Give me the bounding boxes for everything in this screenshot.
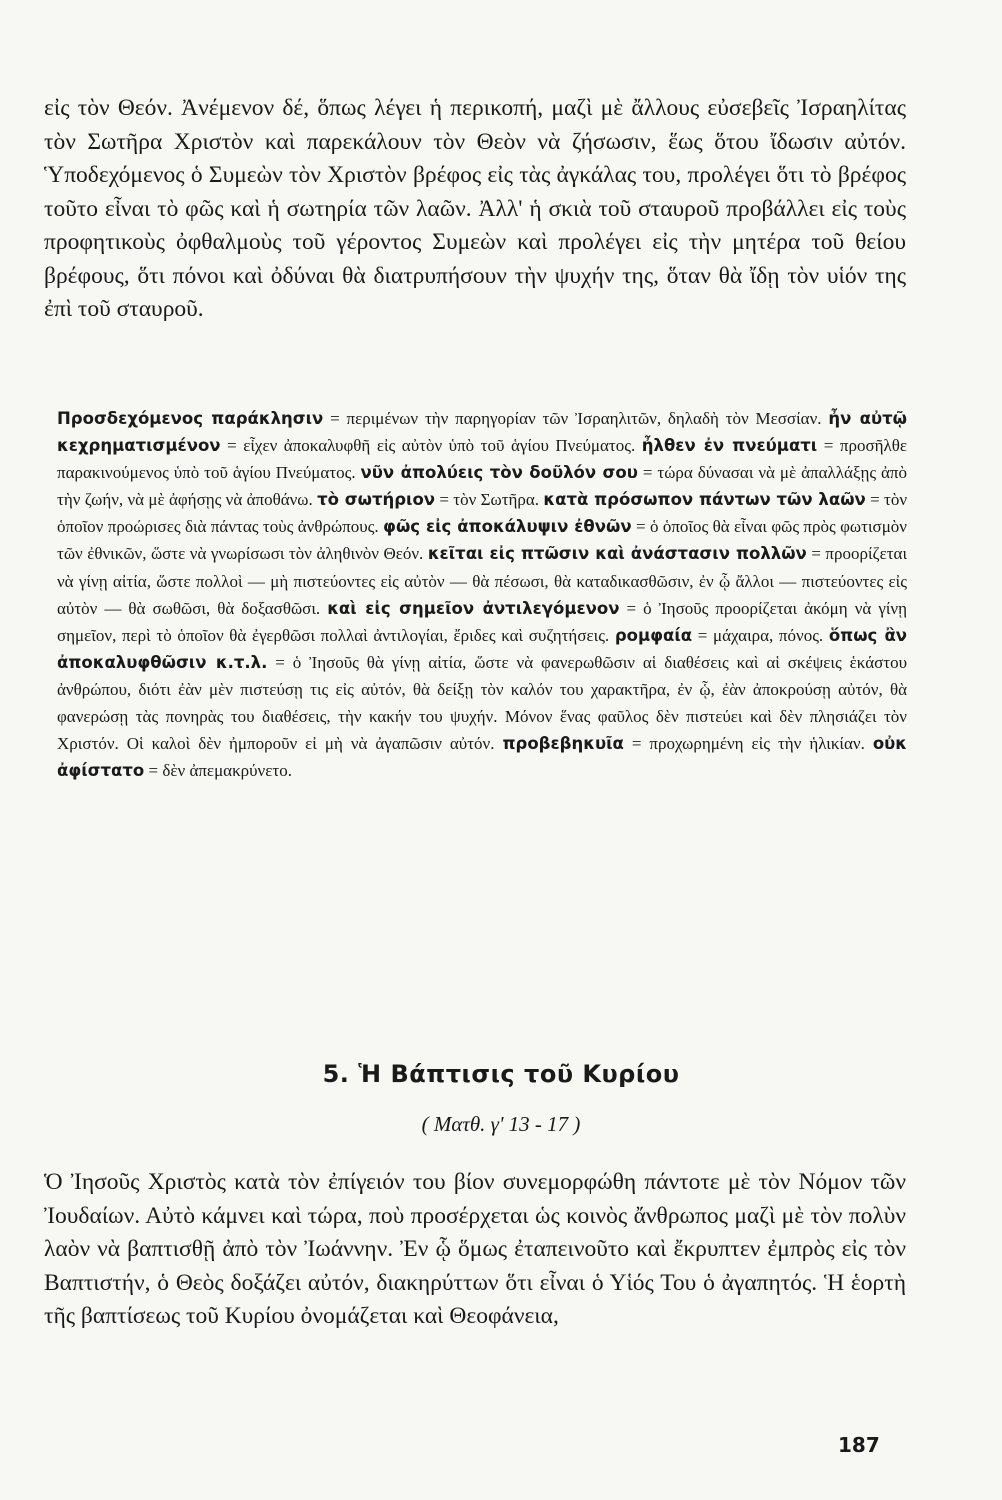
glossary-definition: = προχωρημένη εἰς τὴν ἡλικίαν. [631,734,865,754]
glossary-term: φῶς εἰς ἀποκάλυψιν ἐθνῶν [383,517,632,537]
glossary-term: ἦλθεν ἐν πνεύματι [641,436,818,456]
glossary-term: κεῖται εἰς πτῶσιν καὶ ἀνάστασιν πολλῶν [427,544,807,564]
glossary-term: καὶ εἰς σημεῖον ἀντιλεγόμενον [327,598,620,618]
glossary-definition: = ὁ ὁποῖος θὰ εἶναι φῶς πρὸς φωτισμὸν τῶν ἐθνικῶν, ὥστε νὰ γνωρίσωσι τὸν ἀληθινὸν Θεόν. [57,517,907,564]
glossary-entry [57,409,822,428]
section-heading: 5. Ἡ Βάπτισις τοῦ Κυρίου [322,1060,680,1088]
glossary-entry [502,734,864,753]
glossary-term: ρομφαία [614,625,693,645]
scripture-reference: ( Ματθ. γ' 13 - 17 ) [421,1112,581,1136]
glossary-definition: = προσῆλθε παρακινούμενος ὑπὸ τοῦ ἁγίου Πνεύματος. [57,436,908,483]
glossary-term: οὐκ ἀφίστατο [57,734,908,781]
glossary-entry [615,626,823,645]
baptism-paragraph: Ὁ Ἰησοῦς Χριστὸς κατὰ τὸν ἐπίγειόν του βίον συνεμορφώθη πάντοτε μὲ τὸν Νόμον τῶν Ἰουδαίων. Αὐτὸ κάμνει καὶ τώρα, ποὺ προσέρχεται ὡς κοινὸς ἄνθρωπος μαζὶ μὲ τὸν πολὺν λαὸν νὰ βαπτισθῇ ἀπὸ τὸν Ἰωάννην. Ἐν ᾧ ὅμως ἐταπεινοῦτο καὶ ἔκρυπτεν ἐμπρὸς εἰς τὸν Βαπτιστήν, ὁ Θεὸς δοξάζει αὐτόν, διακηρύττων ὅτι εἶναι ὁ Υἱός Του ὁ ἀγαπητός. Ἡ ἑορτὴ τῆς βαπτίσεως τοῦ Κυρίου ὀνομάζεται καὶ Θεοφάνεια, [44,1169,906,1329]
glossary-definition: = προορίζεται νὰ γίνῃ αἰτία, ὥστε πολλοὶ — μὴ πιστεύοντες εἰς αὐτὸν — θὰ πέσωσι, θὰ καταδικασθῶσιν, ἐν ᾧ ἄλλοι — πιστεύοντες εἰς αὐτὸν — θὰ σωθῶσι, θὰ δοξασθῶσι. [57,544,908,618]
glossary-definition: = ὁ Ἰησοῦς προορίζεται ἀκόμη νὰ γίνῃ σημεῖον, περὶ τὸ ὁποῖον θὰ ἐγερθῶσι πολλαὶ ἀντιλογίαι, ἔριδες καὶ συζητήσεις. [57,598,908,645]
glossary-notes [57,405,907,784]
glossary-definition: = τὸν ὁποῖον προώρισες διὰ πάντας τοὺς ἀνθρώπους. [57,490,908,537]
glossary-term: νῦν ἀπολύεις τὸν δοῦλόν σου [360,463,638,483]
glossary-term: ἦν αὐτῷ κεχρηματισμένον [57,409,907,456]
glossary-term: ὅπως ἂν ἀποκαλυφθῶσιν κ.τ.λ. [57,625,908,672]
glossary-definition: = ὁ Ἰησοῦς θὰ γίνῃ αἰτία, ὥστε νὰ φανερωθῶσιν αἱ διαθέσεις καὶ αἱ σκέψεις ἑκάστου ἀνθρώπου, διότι ἐὰν μὲν πιστεύσῃ τις εἰς αὐτόν, θὰ δείξῃ τὸν καλόν του χαρακτῆρα, ἐν ᾧ, ἐὰν ἀποκρούσῃ αὐτόν, θὰ φανερώσῃ τὰς πονηρὰς του διαθέσεις, τὴν κακήν του ψυχήν. Μόνον ἕνας φαῦλος δὲν πιστεύει καὶ δὲν πλησιάζει τὸν Χριστόν. Οἱ καλοὶ δὲν ἠμποροῦν εἰ μὴ νὰ ἀγαπῶσιν αὐτόν. [57,652,908,754]
glossary-definition: = περιμένων τὴν παρηγορίαν τῶν Ἰσραηλιτῶν, δηλαδὴ τὸν Μεσσίαν. [330,409,822,428]
intro-paragraph: εἰς τὸν Θεόν. Ἀνέμενον δέ, ὅπως λέγει ἡ περικοπή, μαζὶ μὲ ἄλλους εὐσεβεῖς Ἰσραηλίτας τὸν Σωτῆρα Χριστὸν καὶ παρεκάλουν τὸν Θεὸν νὰ ζήσωσιν, ἕως ὅτου ἴδωσιν αὐτόν. Ὑποδεχόμενος ὁ Συμεὼν τὸν Χριστὸν βρέφος εἰς τὰς ἀγκάλας του, προλέγει ὅτι τὸ βρέφος τοῦτο εἶναι τὸ φῶς καὶ ἡ σωτηρία τῶν λαῶν. Ἀλλ' ἡ σκιὰ τοῦ σταυροῦ προβάλλει εἰς τοὺς προφητικοὺς ὀφθαλμοὺς τοῦ γέροντος Συμεὼν καὶ προλέγει εἰς τὴν μητέρα τοῦ θείου βρέφους, ὅτι πόνοι καὶ ὀδύναι θὰ διατρυπήσουν τὴν ψυχήν της, ὅταν θὰ ἴδῃ τὸν υἱόν της ἐπὶ τοῦ σταυροῦ. [44,95,906,322]
glossary-definition: = τώρα δύνασαι νὰ μὲ ἀπαλλάξῃς ἀπὸ τὴν ζωήν, νὰ μὲ ἀφήσῃς νὰ ἀποθάνω. [57,463,908,510]
glossary-term: Προσδεχόμενος παράκλησιν [57,409,324,428]
glossary-definition: = εἶχεν ἀποκαλυφθῆ εἰς αὐτὸν ὑπὸ τοῦ ἁγίου Πνεύματος. [227,436,636,456]
glossary-entry [317,490,539,509]
page-number: 187 [838,1433,880,1457]
glossary-term: κατὰ πρόσωπον πάντων τῶν λαῶν [543,490,866,510]
glossary-term: τὸ σωτήριον [317,490,436,510]
glossary-definition: = μάχαιρα, πόνος. [697,625,824,645]
glossary-definition: = δὲν ἀπεμακρύνετο. [148,761,292,781]
glossary-definition: = τὸν Σωτῆρα. [439,490,540,510]
glossary-term: προβεβηκυῖα [502,734,624,754]
